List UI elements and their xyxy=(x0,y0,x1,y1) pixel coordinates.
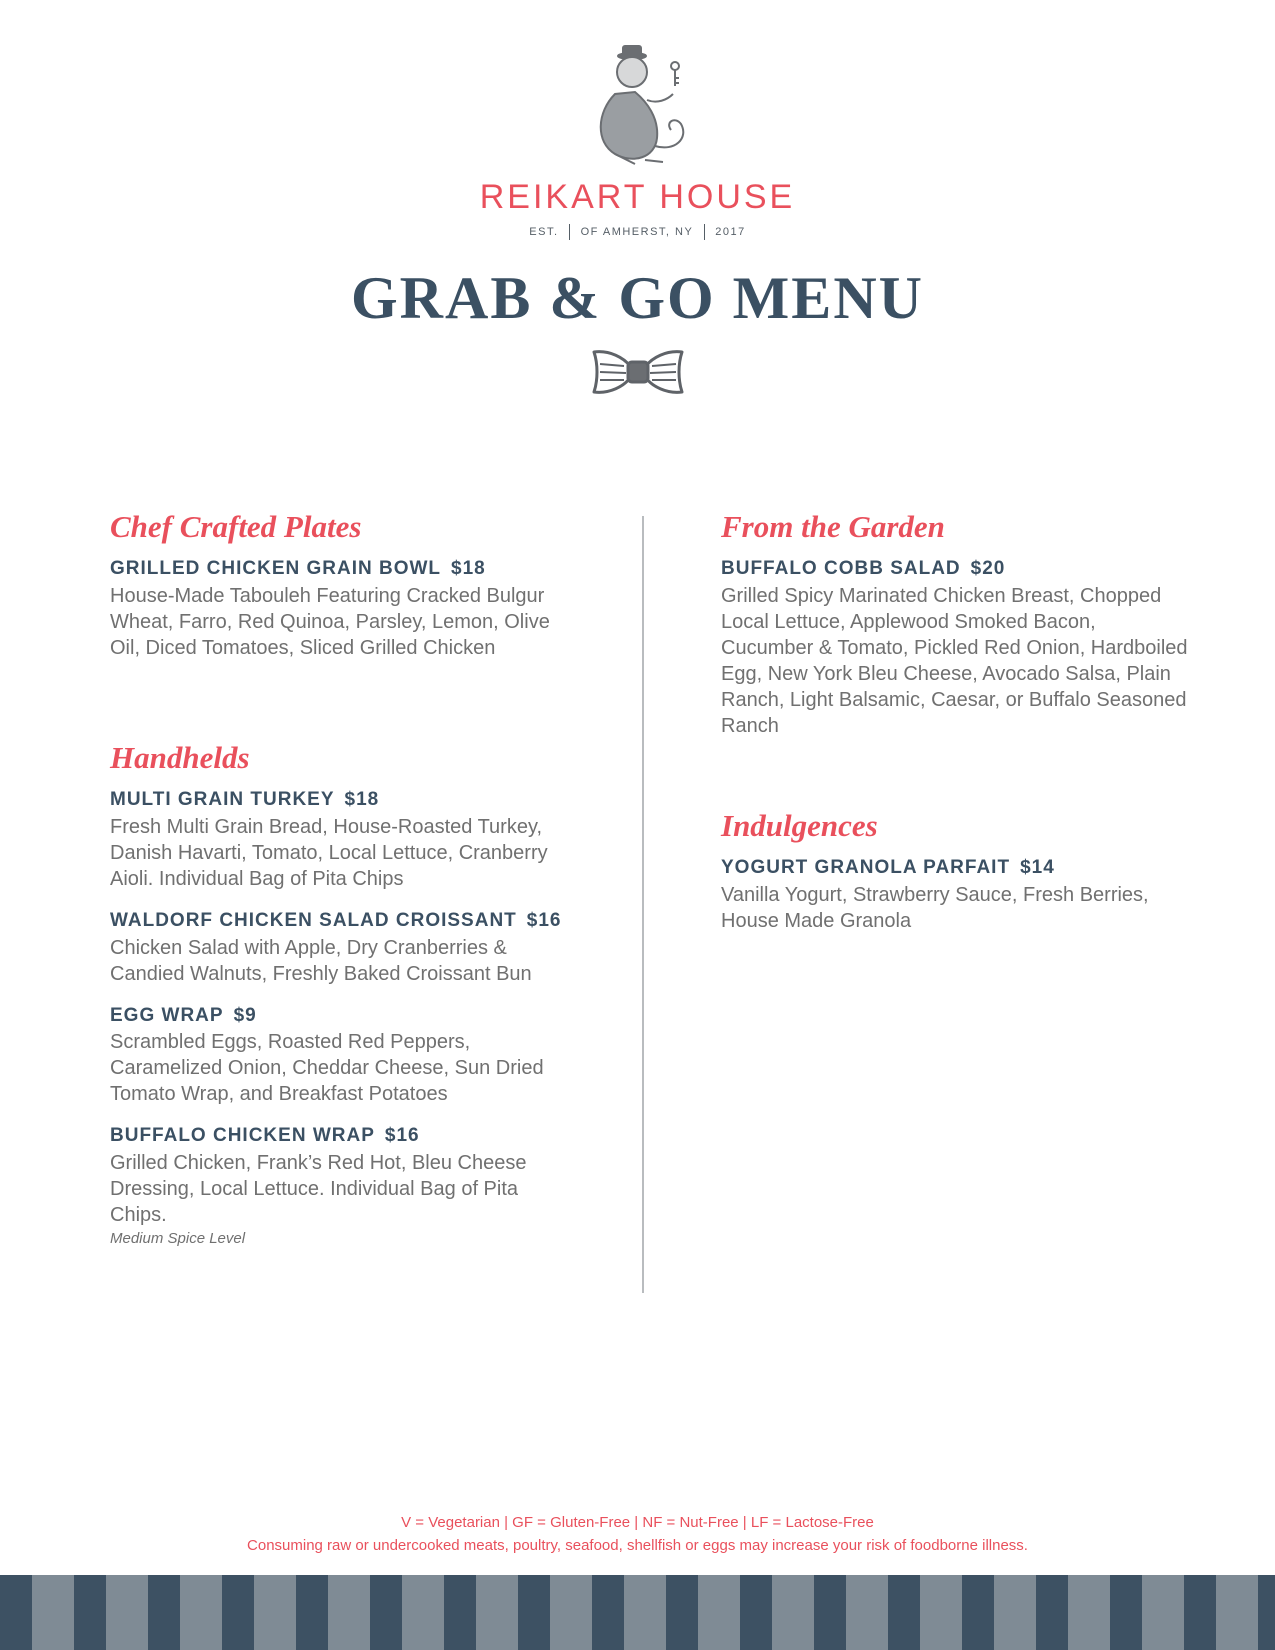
item-description: Scrambled Eggs, Roasted Red Peppers, Caramelized Onion, Cheddar Cheese, Sun Dried Tomato Wrap, and Breakfast Potatoes xyxy=(110,1031,544,1106)
section-heading: Chef Crafted Plates xyxy=(110,509,362,544)
section-from-the-garden xyxy=(721,510,1191,739)
menu-item xyxy=(721,558,1191,739)
tagline-city: AMHERST, NY xyxy=(602,225,694,238)
right-column xyxy=(721,510,1191,952)
menu-item xyxy=(110,1125,580,1247)
column-divider xyxy=(642,516,644,1293)
tagline-divider xyxy=(569,224,570,240)
tagline-est: EST. xyxy=(529,225,559,238)
item-name: EGG WRAP xyxy=(110,1004,224,1026)
section-spacer xyxy=(721,757,1191,809)
item-note: Medium Spice Level xyxy=(110,1230,246,1248)
dietary-legend: V = Vegetarian | GF = Gluten-Free | NF = Nut-Free | LF = Lactose-Free xyxy=(401,1514,874,1531)
section-chef-crafted-plates xyxy=(110,510,580,661)
menu-item xyxy=(110,910,580,987)
section-spacer xyxy=(110,679,580,741)
item-name: BUFFALO COBB SALAD xyxy=(721,558,961,580)
tagline-divider xyxy=(704,224,705,240)
bowtie-icon xyxy=(590,346,686,398)
section-indulgences xyxy=(721,809,1191,934)
food-safety-warning: Consuming raw or undercooked meats, poultry, seafood, shellfish or eggs may increase your risk of foodborne illness. xyxy=(247,1537,1028,1554)
monkey-logo-icon xyxy=(585,42,695,170)
item-description: Fresh Multi Grain Bread, House-Roasted Turkey, Danish Havarti, Tomato, Local Lettuce, Cranberry Aioli. Individual Bag of Pita Chips xyxy=(110,815,548,890)
menu-item xyxy=(721,857,1191,934)
item-price: $20 xyxy=(970,558,1006,580)
key-icon xyxy=(671,62,679,86)
item-description: Vanilla Yogurt, Strawberry Sauce, Fresh Berries, House Made Granola xyxy=(721,883,1149,932)
item-price: $18 xyxy=(344,788,380,810)
tagline-of: OF xyxy=(580,225,599,238)
menu-item xyxy=(110,558,580,661)
menu-item xyxy=(110,1005,580,1108)
tagline-year: 2017 xyxy=(715,225,746,238)
item-description: Grilled Chicken, Frank’s Red Hot, Bleu Cheese Dressing, Local Lettuce. Individual Bag of Pita Chips. xyxy=(110,1152,527,1227)
item-name: YOGURT GRANOLA PARFAIT xyxy=(721,856,1011,878)
left-column xyxy=(110,510,580,1265)
item-description: Grilled Spicy Marinated Chicken Breast, Chopped Local Lettuce, Applewood Smoked Bacon, Cucumber & Tomato, Pickled Red Onion, Hardboiled Egg, New York Bleu Cheese, Avocado Salsa, Plain Ranch, Light Balsamic, Caesar, or Buffalo Seasoned Ranch xyxy=(721,584,1188,737)
footer-stripe-band xyxy=(0,1575,1275,1650)
page-title: GRAB & GO MENU xyxy=(351,265,924,331)
item-price: $16 xyxy=(526,909,562,931)
item-price: $14 xyxy=(1020,856,1055,878)
item-name: BUFFALO CHICKEN WRAP xyxy=(110,1125,375,1147)
item-name: GRILLED CHICKEN GRAIN BOWL xyxy=(110,558,442,580)
item-price: $16 xyxy=(384,1125,420,1147)
section-heading: Handhelds xyxy=(110,739,250,775)
brand-name: REIKART HOUSE xyxy=(479,178,796,216)
section-heading: Indulgences xyxy=(721,807,878,843)
brand-tagline xyxy=(0,224,1275,240)
section-handhelds xyxy=(110,741,580,1247)
item-description: House-Made Tabouleh Featuring Cracked Bulgur Wheat, Farro, Red Quinoa, Parsley, Lemon, Olive Oil, Diced Tomatoes, Sliced Grilled Chicken xyxy=(110,584,550,659)
item-price: $18 xyxy=(451,558,486,580)
item-name: WALDORF CHICKEN SALAD CROISSANT xyxy=(110,909,517,931)
item-name: MULTI GRAIN TURKEY xyxy=(110,788,335,810)
item-description: Chicken Salad with Apple, Dry Cranberries & Candied Walnuts, Freshly Baked Croissant Bun xyxy=(110,936,532,985)
menu-item xyxy=(110,789,580,892)
item-price: $9 xyxy=(233,1004,257,1026)
section-heading: From the Garden xyxy=(721,509,945,544)
